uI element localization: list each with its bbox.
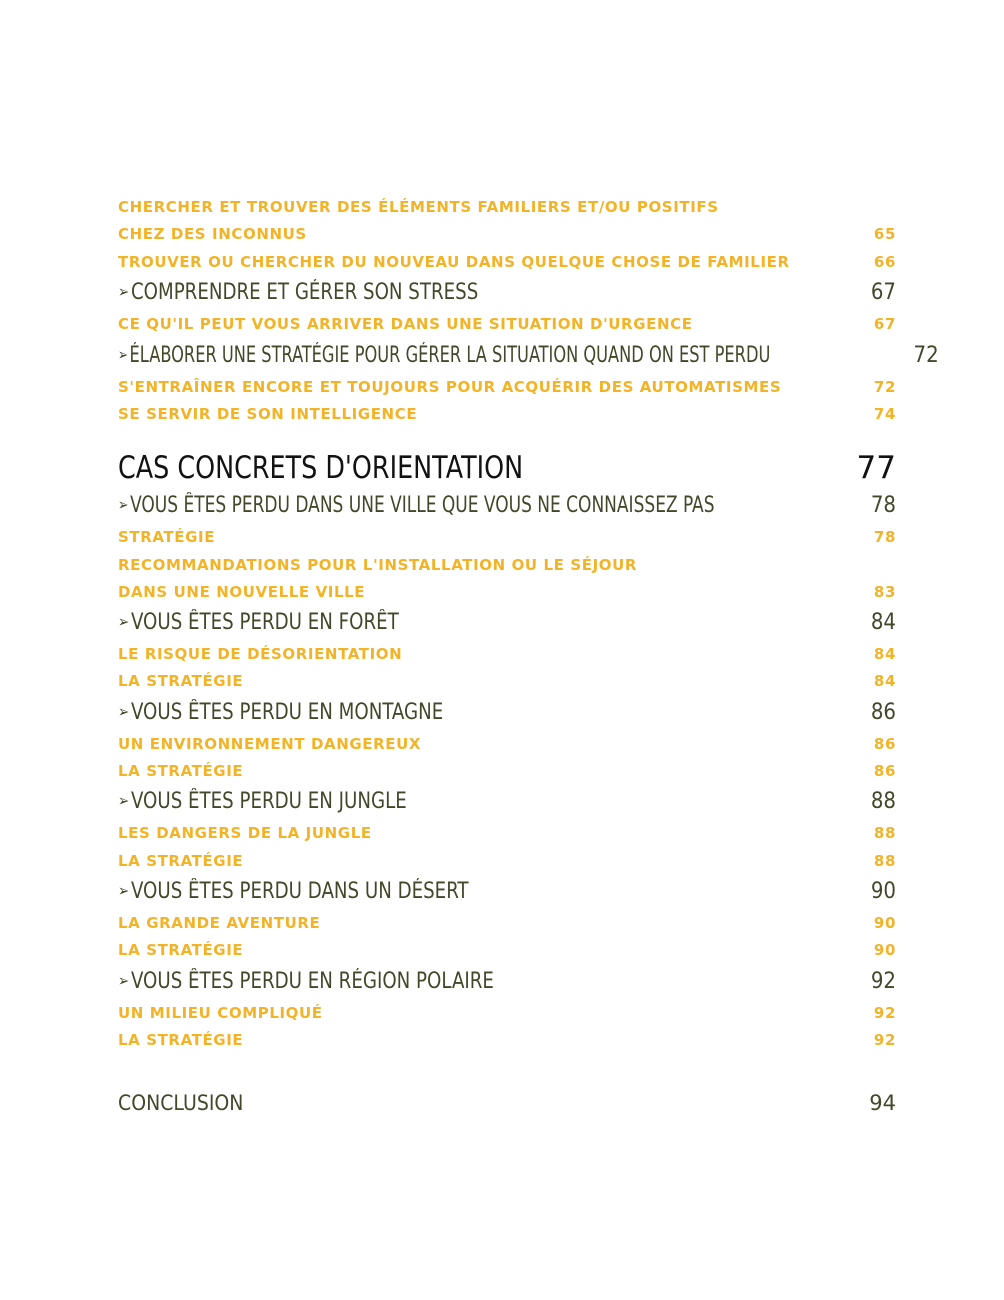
toc-subentry bbox=[118, 556, 896, 574]
toc-page-number: 92 bbox=[870, 969, 896, 994]
toc-subentry bbox=[118, 852, 896, 870]
toc-entry-title: VOUS ÊTES PERDU EN JUNGLE bbox=[130, 789, 407, 814]
toc-entry-title: DANS UNE NOUVELLE VILLE bbox=[118, 583, 366, 601]
toc-entry-title: CHEZ DES INCONNUS bbox=[118, 225, 307, 243]
toc-page-number: 90 bbox=[870, 879, 896, 904]
arrow-bullet-icon: ➢ bbox=[118, 345, 128, 364]
toc-subentry bbox=[118, 378, 896, 396]
toc-section bbox=[118, 280, 896, 305]
toc-subentry bbox=[118, 253, 896, 271]
toc-entry-title: CONCLUSION bbox=[118, 1091, 244, 1115]
toc-subentry bbox=[118, 672, 896, 690]
toc-page-number: 78 bbox=[873, 528, 896, 546]
toc-subentry bbox=[118, 914, 896, 932]
toc-page-number: 67 bbox=[873, 315, 896, 333]
toc-page-number: 88 bbox=[870, 789, 896, 814]
toc-section bbox=[118, 700, 896, 725]
toc-entry-title: VOUS ÊTES PERDU EN FORÊT bbox=[130, 610, 399, 635]
toc-page-number: 65 bbox=[873, 225, 896, 243]
toc-page-number: 94 bbox=[869, 1091, 896, 1115]
arrow-bullet-icon: ➢ bbox=[118, 791, 130, 810]
toc-entry-title: LA STRATÉGIE bbox=[118, 941, 244, 959]
toc-page-number: 92 bbox=[873, 1031, 896, 1049]
toc-entry-title: SE SERVIR DE SON INTELLIGENCE bbox=[118, 405, 418, 423]
toc-entry-title: UN MILIEU COMPLIQUÉ bbox=[118, 1004, 323, 1022]
arrow-bullet-icon: ➢ bbox=[118, 495, 129, 514]
toc-subentry bbox=[118, 405, 896, 423]
toc-entry-title: LA STRATÉGIE bbox=[118, 762, 244, 780]
toc-page-number: 78 bbox=[870, 493, 896, 518]
toc-subentry bbox=[118, 583, 896, 601]
arrow-bullet-icon: ➢ bbox=[118, 971, 130, 990]
toc-section bbox=[118, 493, 896, 518]
toc-section bbox=[118, 789, 896, 814]
toc-entry-title: S'ENTRAÎNER ENCORE ET TOUJOURS POUR ACQUÉRIR DES AUTOMATISMES bbox=[118, 378, 782, 396]
toc-entry-title: STRATÉGIE bbox=[118, 528, 216, 546]
toc-entry-title: LA STRATÉGIE bbox=[118, 672, 244, 690]
toc-entry-title: LA STRATÉGIE bbox=[118, 1031, 244, 1049]
toc-subentry bbox=[118, 528, 896, 546]
toc-page-number: 66 bbox=[873, 253, 896, 271]
toc-page-number: 72 bbox=[873, 378, 896, 396]
toc-chapter bbox=[118, 450, 896, 486]
toc-subentry bbox=[118, 645, 896, 663]
toc-entry-title: TROUVER OU CHERCHER DU NOUVEAU DANS QUELQUE CHOSE DE FAMILIER bbox=[118, 253, 790, 271]
toc-subentry bbox=[118, 225, 896, 243]
toc-subentry bbox=[118, 1004, 896, 1022]
toc-entry-title: LE RISQUE DE DÉSORIENTATION bbox=[118, 645, 403, 663]
toc-chapter-title: CAS CONCRETS D'ORIENTATION bbox=[118, 450, 524, 486]
toc-section bbox=[118, 969, 896, 994]
toc-section bbox=[118, 343, 939, 368]
arrow-bullet-icon: ➢ bbox=[118, 881, 130, 900]
toc-entry-title: RECOMMANDATIONS POUR L'INSTALLATION OU LE SÉJOUR bbox=[118, 556, 638, 574]
toc-page-number: 86 bbox=[870, 700, 896, 725]
toc-page-number: 84 bbox=[873, 672, 896, 690]
toc-section bbox=[118, 610, 896, 635]
toc-subentry bbox=[118, 824, 896, 842]
toc-page-number: 90 bbox=[873, 914, 896, 932]
toc-subentry bbox=[118, 198, 896, 216]
toc-entry-title: ÉLABORER UNE STRATÉGIE POUR GÉRER LA SITUATION QUAND ON EST PERDU bbox=[129, 343, 771, 368]
toc-conclusion bbox=[118, 1091, 896, 1115]
toc-entry-title: LES DANGERS DE LA JUNGLE bbox=[118, 824, 372, 842]
toc-entry-title: CE QU'IL PEUT VOUS ARRIVER DANS UNE SITUATION D'URGENCE bbox=[118, 315, 693, 333]
toc-entry-title: LA STRATÉGIE bbox=[118, 852, 244, 870]
toc-subentry bbox=[118, 315, 896, 333]
toc-entry-title: VOUS ÊTES PERDU EN RÉGION POLAIRE bbox=[130, 969, 494, 994]
toc-subentry bbox=[118, 735, 896, 753]
toc-page-number: 83 bbox=[873, 583, 896, 601]
toc-page-number: 67 bbox=[870, 280, 896, 305]
toc-page-number: 86 bbox=[873, 735, 896, 753]
toc-entry-title: LA GRANDE AVENTURE bbox=[118, 914, 321, 932]
toc-page-number: 88 bbox=[873, 852, 896, 870]
toc-entry-title: UN ENVIRONNEMENT DANGEREUX bbox=[118, 735, 422, 753]
toc-page-number: 88 bbox=[873, 824, 896, 842]
toc-entry-title: CHERCHER ET TROUVER DES ÉLÉMENTS FAMILIERS ET/OU POSITIFS bbox=[118, 198, 719, 216]
toc-page-number: 74 bbox=[873, 405, 896, 423]
toc-subentry bbox=[118, 1031, 896, 1049]
toc-entry-title: VOUS ÊTES PERDU DANS UN DÉSERT bbox=[130, 879, 469, 904]
toc-page-number: 84 bbox=[870, 610, 896, 635]
toc-page-number: 72 bbox=[913, 343, 939, 368]
toc-page-number: 90 bbox=[873, 941, 896, 959]
toc-subentry bbox=[118, 941, 896, 959]
toc-page-number: 92 bbox=[873, 1004, 896, 1022]
toc-entry-title: VOUS ÊTES PERDU DANS UNE VILLE QUE VOUS NE CONNAISSEZ PAS bbox=[130, 493, 715, 518]
toc-page-number: 77 bbox=[856, 450, 896, 486]
toc-section bbox=[118, 879, 896, 904]
arrow-bullet-icon: ➢ bbox=[118, 702, 130, 721]
toc-page-number: 86 bbox=[873, 762, 896, 780]
arrow-bullet-icon: ➢ bbox=[118, 282, 130, 301]
toc-entry-title: VOUS ÊTES PERDU EN MONTAGNE bbox=[130, 700, 444, 725]
toc-subentry bbox=[118, 762, 896, 780]
arrow-bullet-icon: ➢ bbox=[118, 612, 130, 631]
toc-page-number: 84 bbox=[873, 645, 896, 663]
toc-entry-title: COMPRENDRE ET GÉRER SON STRESS bbox=[130, 280, 479, 305]
